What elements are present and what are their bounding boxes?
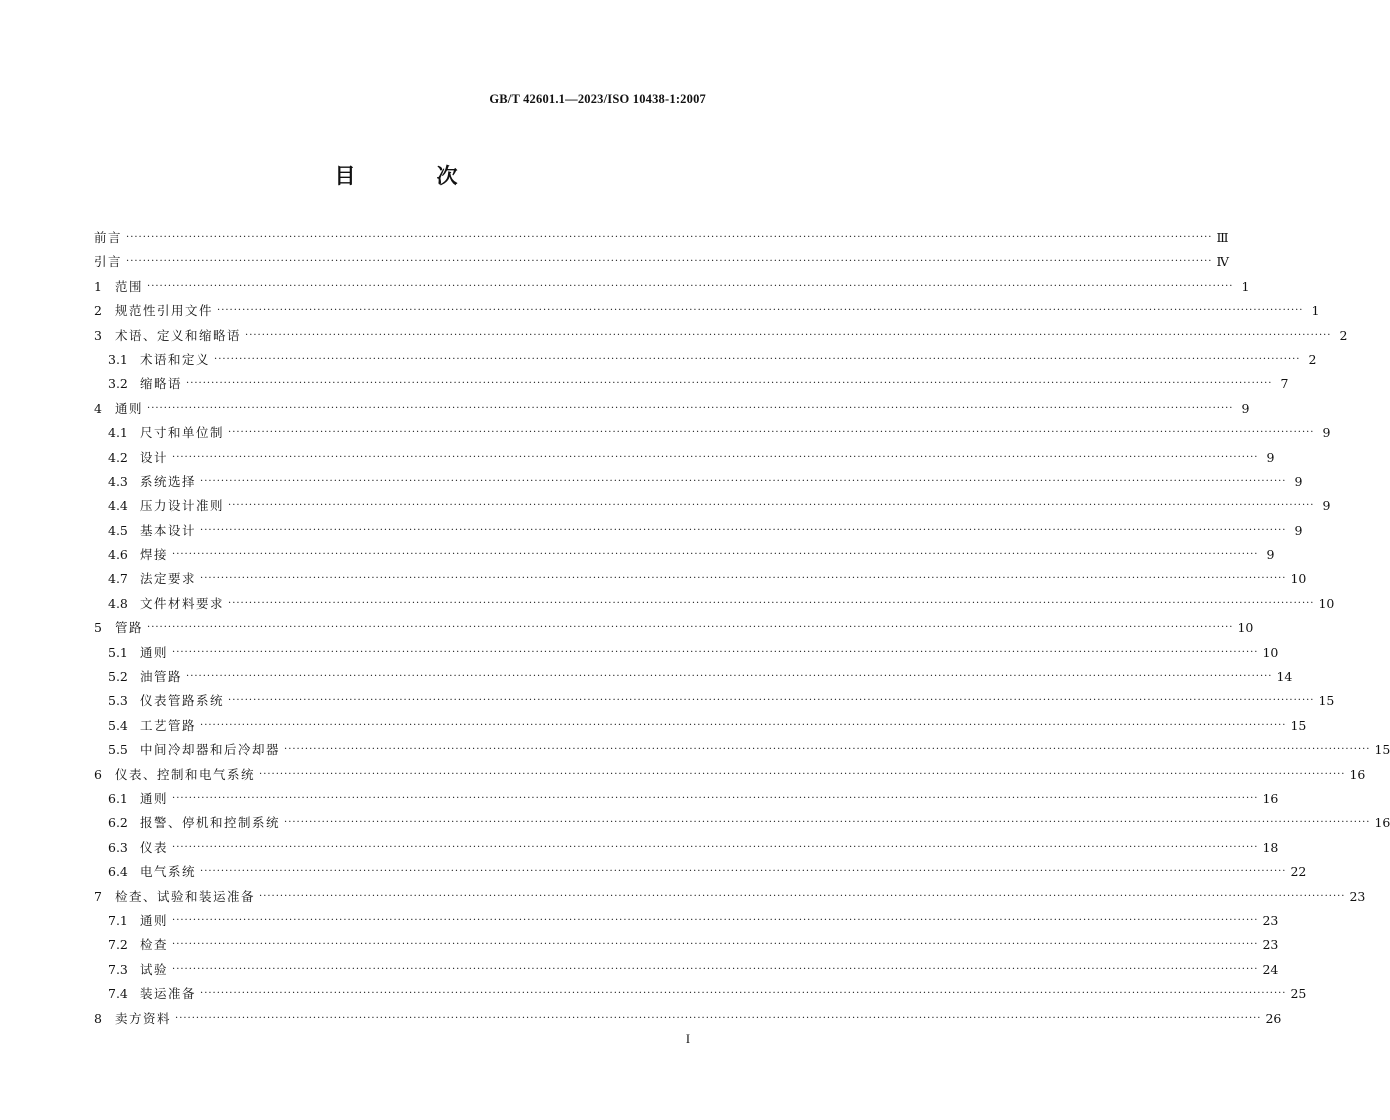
toc-entry-title: 基本设计: [140, 522, 197, 538]
dot-leader: ····································································································································································································································································: [172, 939, 1259, 951]
dot-leader: ····································································································································································································································································: [126, 256, 1213, 268]
toc-entry-title: 范围: [115, 278, 144, 294]
toc-entry[interactable]: [94, 519, 1303, 543]
toc-entry-title: 仪表: [140, 839, 169, 855]
toc-entry-title: 中间冷却器和后冷却器: [140, 742, 281, 758]
toc-entry-number: 2: [94, 303, 102, 319]
dot-leader: ····································································································································································································································································: [175, 1012, 1262, 1024]
dot-leader: ····································································································································································································································································: [228, 500, 1315, 512]
toc-entry-page: 10: [1262, 644, 1279, 660]
toc-entry-number: 7.4: [108, 986, 128, 1002]
toc-entry[interactable]: [94, 421, 1331, 445]
toc-entry-title: 术语和定义: [140, 351, 211, 367]
toc-entry[interactable]: [94, 689, 1335, 713]
toc-entry-number: 5.3: [108, 693, 128, 709]
toc-entry-title: 油管路: [140, 669, 183, 685]
toc-entry-title: 尺寸和单位制: [140, 425, 225, 441]
dot-leader: ····································································································································································································································································: [147, 402, 1234, 414]
toc-entry[interactable]: [94, 787, 1279, 811]
page-title: 目 次: [334, 164, 488, 188]
toc-entry-page: 1: [1241, 278, 1250, 294]
toc-entry-title: 电气系统: [140, 864, 197, 880]
toc-entry-page: 1: [1311, 303, 1320, 319]
toc-entry-title: 引言: [94, 254, 123, 270]
toc-entry[interactable]: [94, 494, 1331, 518]
toc-entry-title: 系统选择: [140, 473, 197, 489]
toc-entry-number: 5.5: [108, 742, 128, 758]
toc-entry-page: 9: [1266, 547, 1275, 563]
toc-entry-number: 6.1: [108, 790, 128, 806]
toc-entry-title: 报警、停机和控制系统: [140, 815, 281, 831]
toc-entry[interactable]: [94, 397, 1250, 421]
toc-entry[interactable]: [94, 738, 1390, 762]
toc-entry[interactable]: [94, 909, 1279, 933]
toc-entry[interactable]: [94, 665, 1293, 689]
toc-entry-number: 6.3: [108, 839, 128, 855]
dot-leader: ····································································································································································································································································: [284, 744, 1371, 756]
toc-entry-page: 10: [1237, 620, 1254, 636]
toc-entry-number: 5.4: [108, 717, 128, 733]
toc-entry-page: 10: [1290, 571, 1307, 587]
toc-entry-number: 4.6: [108, 547, 128, 563]
toc-entry-number: 3.2: [108, 376, 128, 392]
toc-entry-page: 7: [1280, 376, 1289, 392]
toc-entry-title: 装运准备: [140, 986, 197, 1002]
dot-leader: ····································································································································································································································································: [147, 280, 1234, 292]
toc-entry-page: Ⅳ: [1216, 254, 1229, 270]
toc-entry[interactable]: [94, 641, 1279, 665]
dot-leader: ····································································································································································································································································: [186, 671, 1273, 683]
dot-leader: ····································································································································································································································································: [217, 305, 1304, 317]
toc-entry-page: 16: [1374, 815, 1390, 831]
toc-entry-title: 通则: [140, 790, 169, 806]
toc-entry-page: 9: [1241, 400, 1250, 416]
toc-entry-title: 仪表管路系统: [140, 693, 225, 709]
toc-entry-page: 25: [1290, 986, 1307, 1002]
toc-entry[interactable]: [94, 958, 1279, 982]
toc-entry-number: 4.7: [108, 571, 128, 587]
toc-entry-page: 9: [1294, 522, 1303, 538]
toc-entry[interactable]: [94, 1007, 1282, 1031]
toc-entry[interactable]: [94, 982, 1307, 1006]
toc-entry-page: 15: [1318, 693, 1335, 709]
toc-entry-number: 3.1: [108, 351, 128, 367]
toc-entry[interactable]: [94, 567, 1307, 591]
toc-entry-number: 7.3: [108, 961, 128, 977]
toc-entry-title: 工艺管路: [140, 717, 197, 733]
toc-entry-number: 4.2: [108, 449, 128, 465]
toc-entry[interactable]: [94, 763, 1366, 787]
toc-entry-number: 4.5: [108, 522, 128, 538]
toc-entry-page: 18: [1262, 839, 1279, 855]
toc-entry[interactable]: [94, 275, 1250, 299]
dot-leader: ····································································································································································································································································: [172, 792, 1259, 804]
toc-entry[interactable]: [94, 616, 1254, 640]
toc-entry[interactable]: [94, 885, 1366, 909]
dot-leader: ····································································································································································································································································: [147, 622, 1234, 634]
toc-entry-number: 5: [94, 620, 102, 636]
toc-entry-page: 15: [1374, 742, 1390, 758]
toc-entry-number: 3: [94, 327, 102, 343]
toc-entry-number: 4.4: [108, 498, 128, 514]
dot-leader: ····································································································································································································································································: [172, 451, 1259, 463]
toc-entry-number: 6: [94, 766, 102, 782]
toc-entry[interactable]: [94, 860, 1307, 884]
toc-entry[interactable]: [94, 543, 1275, 567]
toc-entry-number: 4.8: [108, 595, 128, 611]
dot-leader: ····································································································································································································································································: [172, 963, 1259, 975]
dot-leader: ····································································································································································································································································: [259, 768, 1346, 780]
toc-entry-title: 法定要求: [140, 571, 197, 587]
toc-entry-page: 9: [1322, 498, 1331, 514]
toc-entry-page: 2: [1339, 327, 1348, 343]
toc-entry[interactable]: [94, 299, 1320, 323]
toc-entry-page: 9: [1266, 449, 1275, 465]
toc-entry[interactable]: [94, 470, 1303, 494]
dot-leader: ····································································································································································································································································: [245, 329, 1332, 341]
table-of-contents: [94, 226, 1390, 1031]
toc-entry-page: 16: [1262, 790, 1279, 806]
toc-entry-title: 仪表、控制和电气系统: [115, 766, 256, 782]
dot-leader: ····································································································································································································································································: [200, 866, 1287, 878]
toc-entry-page: Ⅲ: [1216, 230, 1229, 245]
toc-entry-number: 7: [94, 888, 102, 904]
dot-leader: ····································································································································································································································································: [200, 573, 1287, 585]
toc-entry-page: 16: [1349, 766, 1366, 782]
toc-entry[interactable]: [94, 592, 1335, 616]
toc-entry-page: 14: [1276, 669, 1293, 685]
toc-entry[interactable]: [94, 714, 1307, 738]
toc-entry-title: 检查: [140, 937, 169, 953]
toc-entry-number: 6.2: [108, 815, 128, 831]
toc-entry-title: 通则: [115, 400, 144, 416]
standard-code: GB/T 42601.1—2023/ISO 10438-1:2007: [489, 92, 706, 106]
toc-entry-title: 规范性引用文件: [115, 303, 214, 319]
toc-entry-title: 检查、试验和装运准备: [115, 888, 256, 904]
toc-entry-page: 9: [1294, 473, 1303, 489]
toc-entry-page: 10: [1318, 595, 1335, 611]
dot-leader: ····································································································································································································································································: [186, 378, 1273, 390]
toc-entry-page: 15: [1290, 717, 1307, 733]
toc-entry-number: 5.1: [108, 644, 128, 660]
toc-entry-title: 试验: [140, 961, 169, 977]
toc-entry-number: 4: [94, 400, 102, 416]
dot-leader: ····································································································································································································································································: [200, 988, 1287, 1000]
toc-entry-number: 5.2: [108, 669, 128, 685]
dot-leader: ····································································································································································································································································: [200, 475, 1287, 487]
toc-entry[interactable]: [94, 811, 1390, 835]
toc-entry-title: 通则: [140, 644, 169, 660]
toc-entry-page: 22: [1290, 864, 1307, 880]
dot-leader: ····································································································································································································································································: [228, 695, 1315, 707]
toc-entry-title: 文件材料要求: [140, 595, 225, 611]
toc-entry[interactable]: [94, 250, 1229, 274]
toc-entry-page: 24: [1262, 961, 1279, 977]
toc-entry-page: 23: [1262, 912, 1279, 928]
toc-entry-title: 术语、定义和缩略语: [115, 327, 242, 343]
toc-entry-number: 8: [94, 1010, 102, 1026]
toc-entry-title: 通则: [140, 912, 169, 928]
toc-entry-page: 2: [1308, 351, 1317, 367]
toc-entry-title: 缩略语: [140, 376, 183, 392]
dot-leader: ····································································································································································································································································: [284, 817, 1371, 829]
toc-entry-title: 设计: [140, 449, 169, 465]
toc-entry-number: 4.1: [108, 425, 128, 441]
toc-entry[interactable]: [94, 348, 1317, 372]
toc-entry-page: 23: [1262, 937, 1279, 953]
dot-leader: ····································································································································································································································································: [228, 427, 1315, 439]
dot-leader: ····································································································································································································································································: [172, 549, 1259, 561]
toc-entry-number: 7.2: [108, 937, 128, 953]
toc-entry[interactable]: [94, 372, 1289, 396]
dot-leader: ····································································································································································································································································: [172, 841, 1259, 853]
dot-leader: ····································································································································································································································································: [126, 232, 1213, 243]
dot-leader: ····································································································································································································································································: [172, 914, 1259, 926]
toc-entry-number: 4.3: [108, 473, 128, 489]
dot-leader: ····································································································································································································································································: [200, 524, 1287, 536]
toc-entry-number: 6.4: [108, 864, 128, 880]
toc-entry-title: 管路: [115, 620, 144, 636]
page-number: I: [685, 1032, 690, 1046]
toc-entry-number: 7.1: [108, 912, 128, 928]
dot-leader: ····································································································································································································································································: [259, 890, 1346, 902]
toc-entry-page: 26: [1265, 1010, 1282, 1026]
toc-entry[interactable]: [94, 836, 1279, 860]
dot-leader: ····································································································································································································································································: [200, 719, 1287, 731]
toc-entry-title: 焊接: [140, 547, 169, 563]
toc-entry-title: 卖方资料: [115, 1010, 172, 1026]
toc-entry-title: 压力设计准则: [140, 498, 225, 514]
toc-entry-page: 23: [1349, 888, 1366, 904]
toc-entry[interactable]: [94, 324, 1348, 348]
toc-entry-page: 9: [1322, 425, 1331, 441]
toc-entry-number: 1: [94, 278, 102, 294]
toc-entry[interactable]: [94, 226, 1229, 250]
dot-leader: ····································································································································································································································································: [172, 646, 1259, 658]
toc-entry[interactable]: [94, 446, 1275, 470]
dot-leader: ····································································································································································································································································: [228, 597, 1315, 609]
dot-leader: ····································································································································································································································································: [214, 353, 1301, 365]
toc-entry-title: 前言: [94, 230, 123, 245]
toc-entry[interactable]: [94, 933, 1279, 957]
